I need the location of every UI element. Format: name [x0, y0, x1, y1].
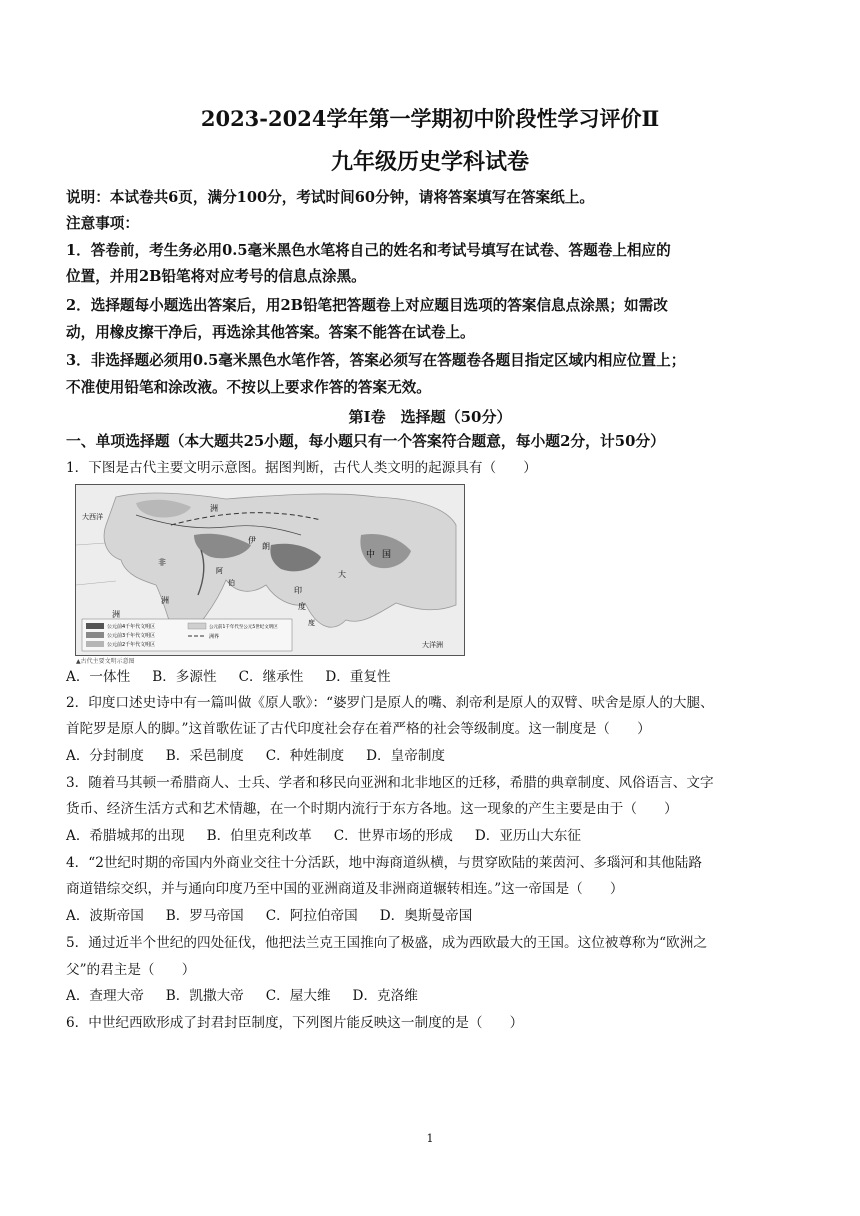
question-4-option-d: D．奥斯曼帝国: [379, 908, 473, 924]
map-label-0: 洲: [210, 504, 218, 513]
question-2-option-c: C．种姓制度: [265, 748, 345, 764]
question-3-option-d: D．亚历山大东征: [474, 828, 581, 844]
map-legend-4: 洲界: [209, 634, 220, 640]
map-label-12: 伊: [248, 536, 256, 545]
question-3-line-2: 货币、经济生活方式和艺术情趣，在一个时期内流行于东方各地。这一现象的产生主要是由于（ ）: [66, 801, 678, 817]
question-4-line-1: 4．“2世纪时期的帝国内外商业交往十分活跃，地中海商道纵横，与贯穿欧陆的莱茵河、多瑙河和其他陆路: [66, 855, 702, 871]
group-title: 一、单项选择题（本大题共25小题，每小题只有一个答案符合题意，每小题2分，计50分）: [66, 433, 665, 450]
notice-item-3-line-2: 不准使用铅笔和涂改液。不按以上要求作答的答案无效。: [66, 379, 431, 396]
notice-heading: 注意事项：: [66, 215, 139, 232]
map-label-11: 伯: [228, 579, 235, 587]
question-5-option-d: D．克洛维: [352, 988, 418, 1004]
question-5-line-1: 5．通过近半个世纪的四处征伐，他把法兰克王国推向了极盛，成为西欧最大的王国。这位被尊称为“欧洲之: [66, 935, 707, 951]
map-label-2: 洲: [161, 596, 169, 605]
question-4-option-c: C．阿拉伯帝国: [265, 908, 358, 924]
question-6-stem: 6．中世纪西欧形成了封君封臣制度，下列图片能反映这一制度的是（ ）: [66, 1015, 524, 1031]
question-3-option-a: A．希腊城邦的出现: [66, 828, 185, 844]
map-label-5: 中: [366, 550, 376, 560]
notice-item-1-line-2: 位置，并用2B铅笔将对应考号的信息点涂黑。: [66, 268, 366, 285]
map-label-3: 印: [294, 586, 302, 595]
map-legend-2: 公元前2千年代文明区: [107, 642, 156, 648]
question-1-option-c: C．继承性: [238, 669, 304, 685]
question-4-line-2: 商道错综交织，并与通向印度乃至中国的亚洲商道及非洲商道辗转相连。”这一帝国是（ ）: [66, 881, 624, 897]
map-label-13: 朗: [262, 542, 270, 551]
ancient-civilizations-map: [75, 484, 465, 656]
notice-item-2-line-2: 动，用橡皮擦干净后，再选涂其他答案。答案不能答在试卷上。: [66, 324, 475, 341]
question-1-option-d: D．重复性: [325, 669, 391, 685]
question-3-options: [66, 826, 603, 846]
map-label-7: 大: [338, 570, 346, 579]
map-label-4: 度: [298, 602, 306, 611]
part-title: 第Ⅰ卷 选择题（50分）: [348, 408, 512, 426]
map-caption: ▲古代主要文明示意图: [76, 658, 135, 665]
map-legend-0: 公元前4千年代文明区: [107, 624, 156, 630]
map-label-10: 阿: [216, 567, 223, 575]
map-label-6: 国: [382, 550, 392, 560]
question-4-option-a: A．波斯帝国: [66, 908, 144, 924]
question-3-option-c: C．世界市场的形成: [333, 828, 453, 844]
question-5-options: [66, 986, 440, 1006]
question-1-options: [66, 667, 413, 687]
map-graphic: [76, 485, 464, 655]
question-5-option-c: C．屋大维: [265, 988, 331, 1004]
map-label-8: 洲: [112, 610, 120, 619]
notice-item-3-line-1: 3．非选择题必须用0.5毫米黑色水笔作答，答案必须写在答题卷各题目指定区域内相应位置上；: [66, 352, 686, 369]
question-2-option-d: D．皇帝制度: [366, 748, 446, 764]
question-5-option-b: B．凯撒大帝: [165, 988, 244, 1004]
exam-title: 2023-2024学年第一学期初中阶段性学习评价Ⅱ: [200, 106, 660, 131]
notice-item-2-line-1: 2．选择题每小题选出答案后，用2B铅笔把答题卷上对应题目选项的答案信息点涂黑；如需改: [66, 297, 668, 314]
question-3-line-1: 3．随着马其顿一希腊商人、士兵、学者和移民向亚洲和北非地区的迁移，希腊的典章制度、风俗语言、文字: [66, 775, 714, 791]
question-1-stem: 1．下图是古代主要文明示意图。据图判断，古代人类文明的起源具有（ ）: [66, 460, 537, 476]
question-5-option-a: A．查理大帝: [66, 988, 144, 1004]
map-legend-1: 公元前3千年代文明区: [107, 633, 156, 639]
map-label-15: 大洋洲: [422, 641, 443, 649]
page-number: 1: [426, 1132, 434, 1145]
map-label-1: 非: [158, 558, 166, 567]
question-4-option-b: B．罗马帝国: [165, 908, 244, 924]
question-3-option-b: B．伯里克利改革: [206, 828, 312, 844]
notice-item-1-line-1: 1．答卷前，考生务必用0.5毫米黑色水笔将自己的姓名和考试号填写在试卷、答题卷上相应的: [66, 242, 671, 259]
question-1-option-b: B．多源性: [152, 669, 217, 685]
question-2-option-a: A．分封制度: [66, 748, 144, 764]
question-2-option-b: B．采邑制度: [165, 748, 244, 764]
map-label-9: 大西洋: [82, 513, 103, 521]
question-2-options: [66, 746, 467, 766]
question-4-options: [66, 906, 494, 926]
question-1-option-a: A．一体性: [66, 669, 131, 685]
map-legend-3: 公元前1千年代至公元5世纪文明区: [209, 625, 278, 630]
question-2-line-1: 2．印度口述史诗中有一篇叫做《原人歌》：“婆罗门是原人的嘴、刹帝利是原人的双臂、吠舍是原人的大腿、: [66, 695, 714, 711]
exam-subtitle: 九年级历史学科试卷: [330, 149, 529, 175]
notice-intro: 说明：本试卷共6页，满分100分，考试时间60分钟，请将答案填写在答案纸上。: [66, 189, 594, 206]
map-label-14: 度: [308, 619, 315, 627]
question-2-line-2: 首陀罗是原人的脚。”这首歌佐证了古代印度社会存在着严格的社会等级制度。这一制度是（ ）: [66, 721, 651, 737]
question-5-line-2: 父”的君主是（ ）: [66, 962, 196, 978]
